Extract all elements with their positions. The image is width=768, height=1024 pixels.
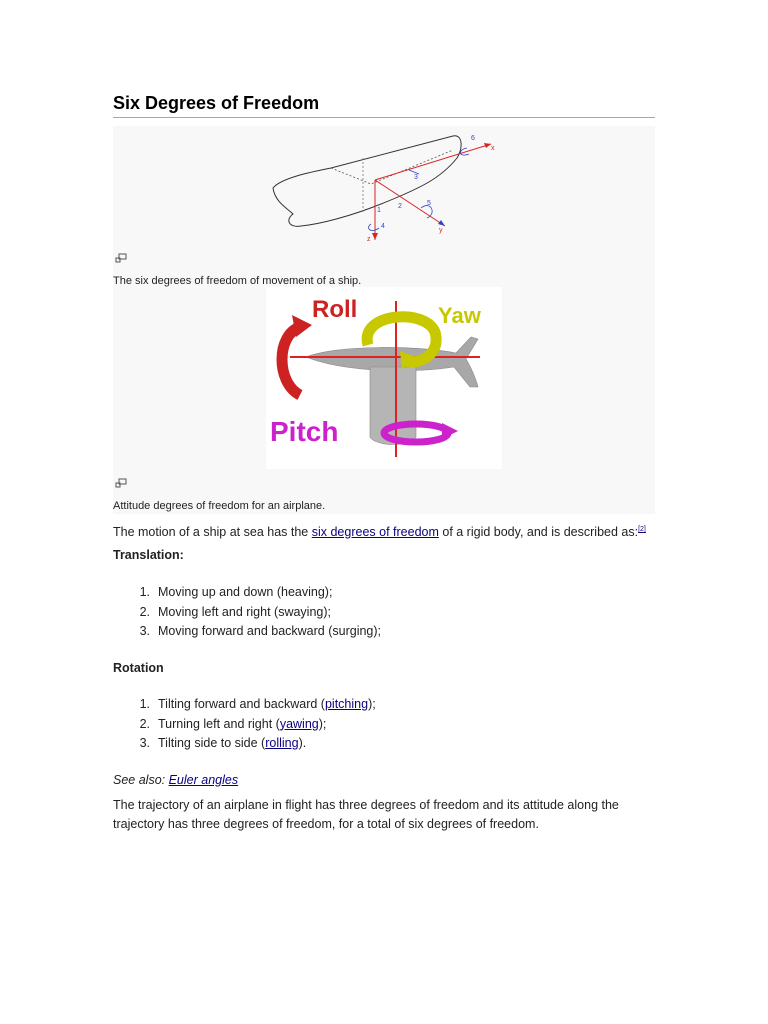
list-item: 3. Moving forward and backward (surging); xyxy=(139,624,382,638)
reference-link[interactable]: [2] xyxy=(638,526,646,533)
airplane-wing xyxy=(370,367,416,445)
label-4: 4 xyxy=(381,223,385,230)
enlarge-icon[interactable] xyxy=(115,478,127,488)
yaw-label: Yaw xyxy=(438,303,481,328)
intro-text-end: of a rigid body, and is described as: xyxy=(438,525,639,540)
label-2: 2 xyxy=(398,203,402,210)
title-divider xyxy=(113,117,655,118)
label-1: 1 xyxy=(377,207,381,214)
page-title: Six Degrees of Freedom xyxy=(113,93,320,113)
link-pitching[interactable]: pitching xyxy=(324,697,369,711)
link-rolling[interactable]: rolling xyxy=(265,736,299,750)
ship-hull xyxy=(273,136,461,227)
see-also-label: See also: xyxy=(113,773,169,787)
label-3: 3 xyxy=(414,174,418,181)
ship-dof-diagram[interactable] xyxy=(271,128,501,246)
label-z: z xyxy=(367,236,371,243)
rotation-heading: Rotation xyxy=(113,661,164,675)
pitch-label: Pitch xyxy=(270,416,339,447)
list-item: 1. Tilting forward and backward (pitching); xyxy=(139,697,376,711)
y-axis xyxy=(375,180,445,226)
link-euler-angles[interactable]: Euler angles xyxy=(168,773,239,787)
list-item: 3. Tilting side to side (rolling). xyxy=(139,736,307,750)
see-also-note xyxy=(113,773,238,787)
label-6: 6 xyxy=(471,135,475,142)
intro-text-start: The motion of a ship at sea has the xyxy=(113,525,312,540)
link-six-degrees-of-freedom[interactable]: six degrees of freedom xyxy=(311,525,439,540)
list-item: 2. Moving left and right (swaying); xyxy=(139,604,331,619)
figure-caption-airplane: Attitude degrees of freedom for an airplane. xyxy=(113,500,326,512)
intro-paragraph xyxy=(113,520,655,542)
rotation-list xyxy=(113,695,376,754)
translation-list xyxy=(113,583,381,642)
label-x: x xyxy=(491,145,495,152)
label-5: 5 xyxy=(427,200,431,207)
translation-heading: Translation: xyxy=(113,548,184,562)
enlarge-icon[interactable] xyxy=(115,253,127,263)
figure-gallery xyxy=(113,126,655,514)
list-item: 2. Turning left and right (yawing); xyxy=(139,716,327,731)
label-y: y xyxy=(439,227,443,234)
rotation-arc-4 xyxy=(369,224,379,231)
figure-caption-ship: The six degrees of freedom of movement of a ship. xyxy=(113,275,362,287)
closing-paragraph: The trajectory of an airplane in flight has three degrees of freedom and its attitude along the trajectory has three degrees of freedom, for a total of six degrees of freedom. xyxy=(113,798,619,831)
list-item: 1. Moving up and down (heaving); xyxy=(139,585,333,599)
x-axis xyxy=(375,144,491,180)
link-yawing[interactable]: yawing xyxy=(279,716,319,731)
roll-label: Roll xyxy=(312,296,358,323)
airplane-attitude-diagram[interactable] xyxy=(266,287,502,469)
